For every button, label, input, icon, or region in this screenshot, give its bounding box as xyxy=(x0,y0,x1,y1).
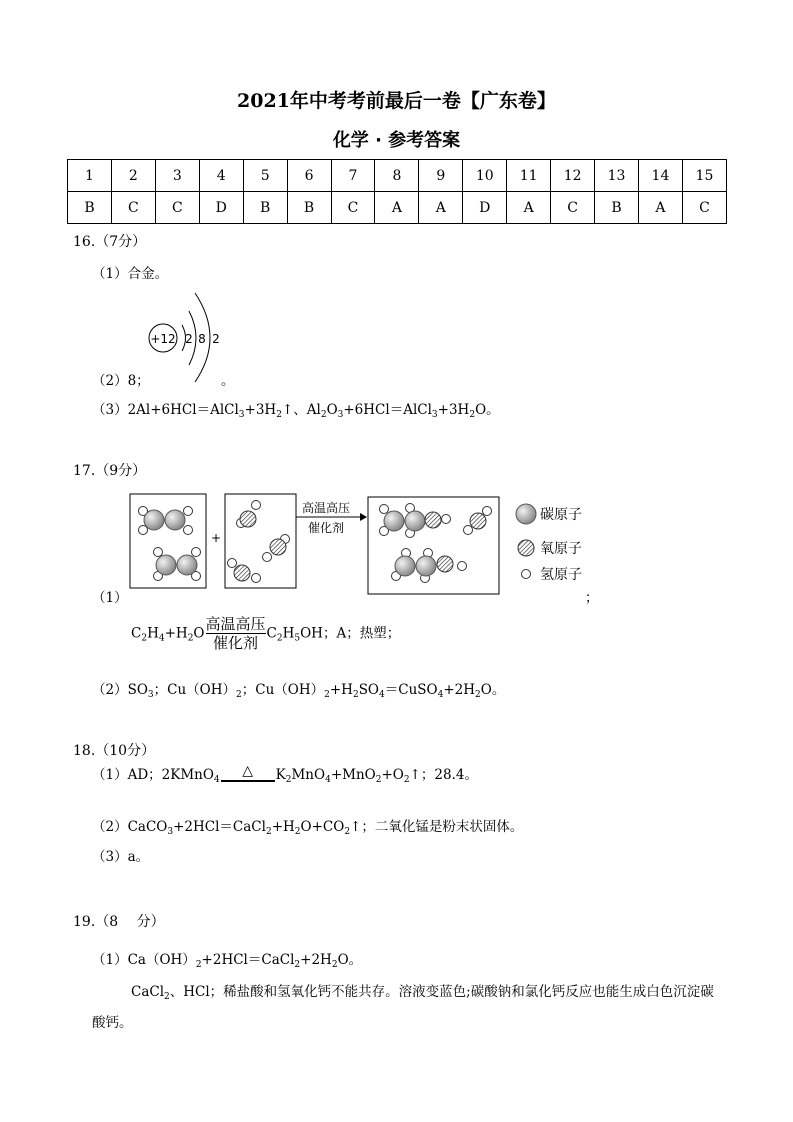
eq-text: +2H xyxy=(443,682,476,698)
q19-heading: 19.（8 分） xyxy=(73,914,165,930)
subscript: 2 xyxy=(320,410,327,420)
table-cell: D xyxy=(199,192,243,224)
eq-text: ；Cu（OH） xyxy=(153,682,237,698)
electron-count-1: 2 xyxy=(185,332,193,346)
q17-answer-1-label: （1） xyxy=(92,590,128,606)
water-molecule xyxy=(237,501,261,528)
legend xyxy=(516,504,582,583)
table-cell: A xyxy=(419,192,463,224)
table-cell: A xyxy=(638,192,682,224)
subscript: 2 xyxy=(285,775,292,785)
subscript: 4 xyxy=(213,775,220,785)
q19-answer-2-continued: 酸钙。 xyxy=(92,1015,133,1031)
subscript: 3 xyxy=(238,410,245,420)
q16-answer-3 xyxy=(92,398,500,420)
table-cell: 3 xyxy=(155,160,199,192)
table-cell: A xyxy=(507,192,551,224)
eq-text: （1）Ca（OH） xyxy=(92,952,196,968)
eq-text: CaCl xyxy=(131,984,165,1000)
subscript: 2 xyxy=(294,960,301,970)
eq-text: （2）SO xyxy=(92,682,148,698)
eq-text: +3H xyxy=(244,402,277,418)
subscript: 2 xyxy=(324,690,330,700)
eq-text: （3）2Al+6HCl＝AlCl xyxy=(92,402,239,418)
eq-text: O。 xyxy=(480,682,506,698)
eq-text: （2）CaCO xyxy=(92,819,168,835)
q16-answer-2-suffix: 。 xyxy=(221,373,235,389)
q18-answer-3: （3）a。 xyxy=(92,849,150,865)
heat-triangle: △ xyxy=(242,763,254,779)
ethanol-molecule xyxy=(392,549,467,583)
ethanol-molecule xyxy=(380,504,451,538)
table-cell: 13 xyxy=(595,160,639,192)
q18-answer-2 xyxy=(92,815,523,837)
table-cell: 8 xyxy=(375,160,419,192)
table-cell: C xyxy=(155,192,199,224)
eq-text: +2H xyxy=(300,952,332,968)
eq-text: MnO xyxy=(291,767,326,783)
eq-text: ↑；二氧化锰是粉末状固体。 xyxy=(350,819,524,835)
table-cell: 5 xyxy=(243,160,287,192)
answer-table xyxy=(67,159,727,224)
water-molecule xyxy=(464,507,492,535)
page-subtitle: 化学 · 参考答案 xyxy=(332,130,461,151)
eq-text: +6HCl＝AlCl xyxy=(343,402,432,418)
subscript: 3 xyxy=(147,690,154,700)
subscript: 2 xyxy=(164,992,170,1002)
water-molecule xyxy=(228,559,261,583)
arrow-condition-top: 高温高压 xyxy=(301,501,351,515)
q16-answer-2-prefix: （2）8； xyxy=(92,373,150,389)
eq-text: +2HCl＝CaCl xyxy=(201,952,295,968)
subscript: 2 xyxy=(352,690,359,700)
arrowhead xyxy=(360,513,367,521)
table-cell: B xyxy=(287,192,331,224)
table-cell: C xyxy=(331,192,375,224)
table-cell: 7 xyxy=(331,160,375,192)
ethylene-molecule xyxy=(154,548,201,581)
table-cell: 1 xyxy=(68,160,112,192)
eq-text: O xyxy=(326,402,338,418)
table-cell: C xyxy=(551,192,595,224)
table-cell: B xyxy=(243,192,287,224)
carbon-legend-icon xyxy=(516,504,536,524)
electron-count-2: 8 xyxy=(198,332,206,346)
subscript: 2 xyxy=(276,410,282,420)
eq-text: ＝CuSO xyxy=(384,682,438,698)
eq-text: 、HCl；稀盐酸和氢氧化钙不能共存。溶液变蓝色;碳酸钠和氯化钙反应也能生成白色沉淀碳 xyxy=(169,984,714,1000)
table-cell: C xyxy=(682,192,726,224)
table-cell: A xyxy=(375,192,419,224)
heat-condition xyxy=(221,763,275,788)
table-cell: 14 xyxy=(638,160,682,192)
eq-text: +H xyxy=(164,625,188,642)
ethylene-molecule xyxy=(139,507,193,535)
subscript: 3 xyxy=(167,827,174,837)
eq-text: SO xyxy=(358,682,380,698)
subscript: 2 xyxy=(294,827,301,837)
subscript: 2 xyxy=(195,960,202,970)
table-cell: 12 xyxy=(551,160,595,192)
eq-text: ↑；28.4。 xyxy=(409,767,478,783)
subscript: 2 xyxy=(141,633,148,644)
plus-sign: + xyxy=(210,531,222,545)
subscript: 4 xyxy=(379,690,385,700)
subscript: 4 xyxy=(158,633,165,644)
legend-carbon: 碳原子 xyxy=(540,507,582,523)
arrow-condition-bottom: 催化剂 xyxy=(307,521,345,535)
subscript: 2 xyxy=(375,775,382,785)
eq-text: ；Cu（OH） xyxy=(241,682,325,698)
q17-diagram-semicolon: ； xyxy=(585,590,599,606)
eq-text: O。 xyxy=(475,402,500,418)
table-cell: 11 xyxy=(507,160,551,192)
eq-text: ↑、Al xyxy=(281,402,321,418)
eq-text: +MnO xyxy=(330,767,376,783)
table-cell: 9 xyxy=(419,160,463,192)
q19-answer-1 xyxy=(92,948,362,970)
subscript: 3 xyxy=(337,410,344,420)
table-cell: C xyxy=(111,192,155,224)
water-molecule xyxy=(263,535,290,562)
table-cell: B xyxy=(68,192,112,224)
subscript: 4 xyxy=(437,690,444,700)
table-cell: 2 xyxy=(111,160,155,192)
reaction-condition xyxy=(206,616,266,652)
eq-text: +3H xyxy=(437,402,470,418)
eq-text: +H xyxy=(329,682,353,698)
answer-table-number-row xyxy=(68,160,727,192)
q16-heading: 16.（7分） xyxy=(73,234,147,250)
legend-hydrogen: 氢原子 xyxy=(540,567,582,583)
spacer xyxy=(221,782,275,788)
subscript: 5 xyxy=(294,633,301,644)
eq-text: H xyxy=(147,625,159,642)
q18-answer-1 xyxy=(92,763,478,788)
table-cell: D xyxy=(463,192,507,224)
eq-text: O。 xyxy=(337,952,363,968)
eq-text: （1）AD；2KMnO xyxy=(92,767,214,783)
subscript: 2 xyxy=(331,960,338,970)
subscript: 2 xyxy=(276,633,283,644)
subscript: 2 xyxy=(475,690,481,700)
subscript: 3 xyxy=(431,410,438,420)
page-title: 2021年中考考前最后一卷【广东卷】 xyxy=(237,90,556,112)
hydrogen-legend-icon xyxy=(522,570,531,579)
condition-top: 高温高压 xyxy=(205,615,266,633)
reaction-diagram xyxy=(120,490,600,602)
electron-count-3: 2 xyxy=(212,332,220,346)
table-cell: 4 xyxy=(199,160,243,192)
q16-answer-1: （1）合金。 xyxy=(92,266,169,282)
subscript: 2 xyxy=(344,827,351,837)
table-cell: 15 xyxy=(682,160,726,192)
answer-table-answer-row xyxy=(68,192,727,224)
q18-heading: 18.（10分） xyxy=(73,743,156,759)
q17-equation xyxy=(131,616,400,652)
eq-text: C xyxy=(131,625,142,642)
eq-text: +2HCl＝CaCl xyxy=(173,819,266,835)
table-cell: 10 xyxy=(463,160,507,192)
subscript: 2 xyxy=(187,633,194,644)
legend-oxygen: 氧原子 xyxy=(540,541,582,557)
condition-bottom: 催化剂 xyxy=(213,634,259,652)
subscript: 2 xyxy=(469,410,476,420)
eq-text: +O xyxy=(381,767,404,783)
q19-answer-2 xyxy=(131,980,714,1002)
eq-text: +H xyxy=(271,819,295,835)
table-cell: 6 xyxy=(287,160,331,192)
eq-text: C xyxy=(266,625,277,642)
q17-heading: 17.（9分） xyxy=(73,463,147,479)
subscript: 4 xyxy=(325,775,331,785)
q17-answer-2 xyxy=(92,678,505,700)
eq-text: OH；A；热塑； xyxy=(300,625,401,642)
oxygen-legend-icon xyxy=(518,540,534,556)
eq-text: O xyxy=(193,625,205,642)
nucleus-charge: +12 xyxy=(150,332,176,346)
eq-text: H xyxy=(282,625,295,642)
subscript: 2 xyxy=(403,775,410,785)
subscript: 2 xyxy=(265,827,272,837)
table-cell: B xyxy=(595,192,639,224)
eq-text: O+CO xyxy=(300,819,345,835)
eq-text: K xyxy=(275,767,286,783)
subscript: 2 xyxy=(236,690,242,700)
